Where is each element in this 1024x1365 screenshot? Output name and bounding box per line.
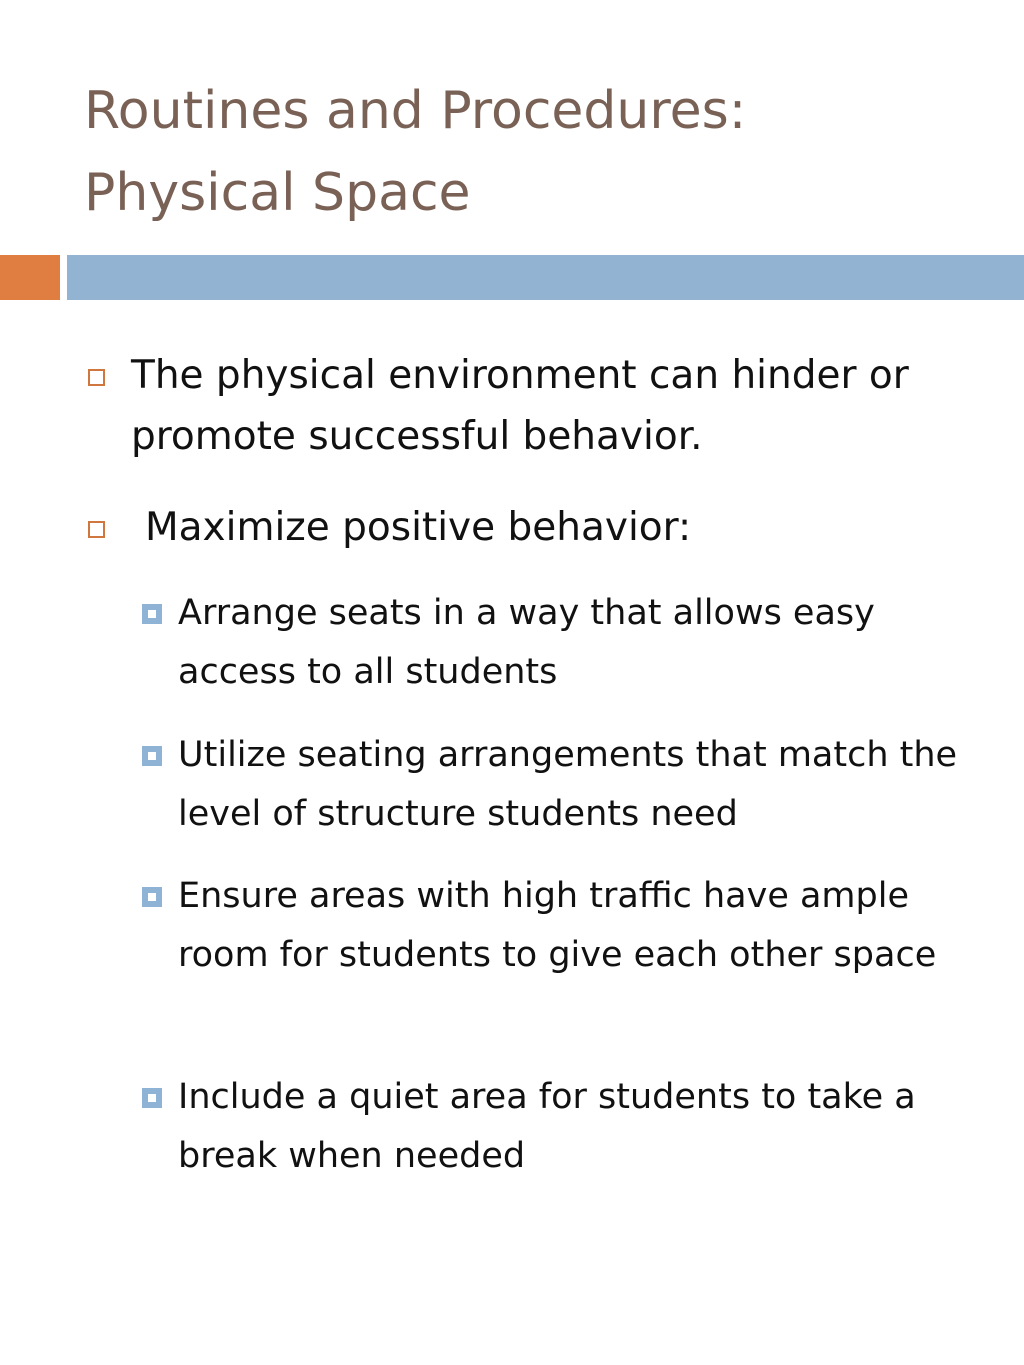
orange-accent-bar <box>0 255 60 300</box>
sub-bullet-item-4 <box>140 1068 970 1186</box>
sub-bullet-text: Ensure areas with high traffic have ample room for students to give each other space <box>178 876 937 975</box>
filled-square-bullet-icon <box>142 746 162 766</box>
sub-bullet-text: Arrange seats in a way that allows easy access to all students <box>178 593 875 692</box>
hollow-square-bullet-icon <box>88 369 105 386</box>
sub-bullet-text: Utilize seating arrangements that match the level of structure students need <box>178 735 958 834</box>
sub-bullet-text: Include a quiet area for students to take a break when needed <box>178 1077 916 1176</box>
bullet-item-1 <box>84 345 964 467</box>
filled-square-bullet-icon <box>142 1088 162 1108</box>
filled-square-bullet-icon <box>142 604 162 624</box>
blue-header-bar <box>67 255 1024 300</box>
bullet-text: The physical environment can hinder or promote successful behavior. <box>131 353 909 459</box>
filled-square-bullet-icon <box>142 887 162 907</box>
sub-bullet-item-3 <box>140 867 970 985</box>
bullet-item-2 <box>84 497 964 558</box>
slide-title <box>84 70 984 234</box>
hollow-square-bullet-icon <box>88 521 105 538</box>
bullet-text: Maximize positive behavior: <box>145 505 692 550</box>
slide-title-line-1: Routines and Procedures: <box>84 81 747 141</box>
sub-bullet-item-1 <box>140 584 970 702</box>
slide-title-line-2: Physical Space <box>84 163 471 223</box>
sub-bullet-item-2 <box>140 726 970 844</box>
